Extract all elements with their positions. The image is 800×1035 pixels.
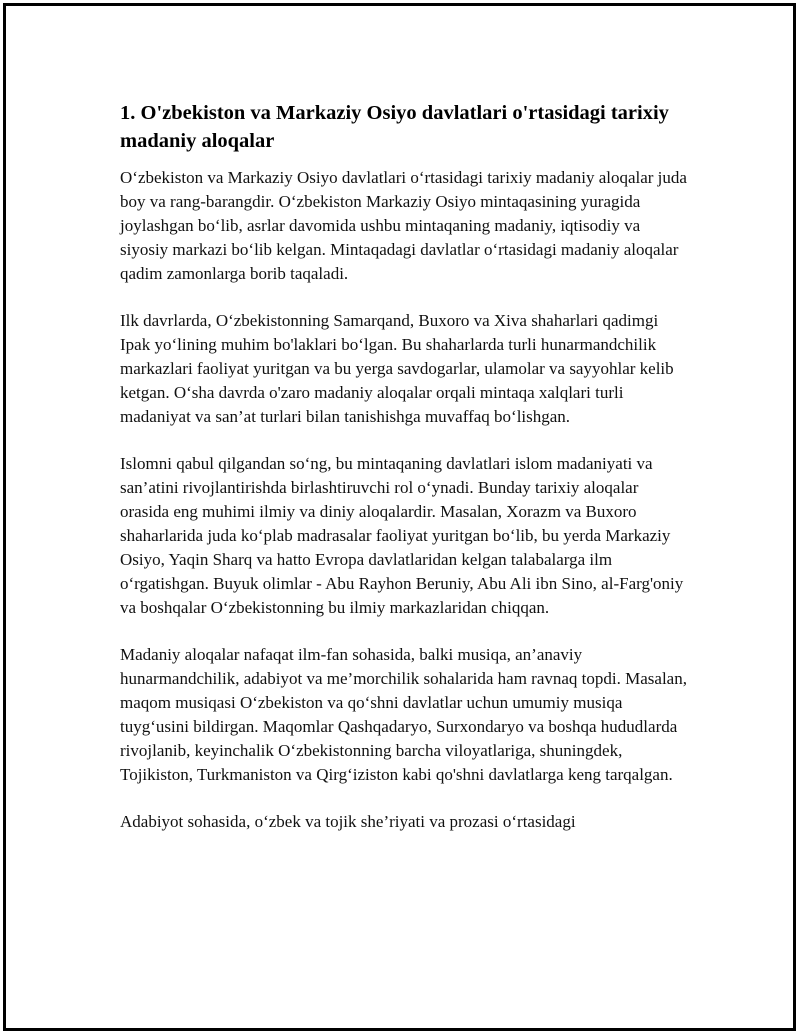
document-title: 1. O'zbekiston va Markaziy Osiyo davlatlari o'rtasidagi tarixiy madaniy aloqalar <box>120 102 669 152</box>
paragraph-3: Islomni qabul qilgandan so‘ng, bu mintaqaning davlatlari islom madaniyati va san’atini rivojlantirishda birlashtiruvchi rol o‘ynadi. Bunday tarixiy aloqalar orasida eng muhimi ilmiy va diniy aloqalardir. Masalan, Xorazm va Buxoro shaharlarida juda ko‘plab madrasalar faoliyat yuritgan bo‘lib, bu yerda Markaziy Osiyo, Yaqin Sharq va hatto Evropa davlatlaridan kelgan talabalarga ilm o‘rgatishgan. Buyuk olimlar - Abu Rayhon Beruniy, Abu Ali ibn Sino, al-Farg'oniy va boshqalar O‘zbekistonning bu ilmiy markazlaridan chiqqan. <box>120 454 684 617</box>
page-frame <box>3 3 796 1031</box>
document-body <box>120 99 690 857</box>
paragraph-1: O‘zbekiston va Markaziy Osiyo davlatlari o‘rtasidagi tarixiy madaniy aloqalar juda boy va rang-barangdir. O‘zbekiston Markaziy Osiyo mintaqasining yuragida joylashgan bo‘lib, asrlar davomida ushbu mintaqaning madaniy, iqtisodiy va siyosiy markazi bo‘lib kelgan. Mintaqadagi davlatlar o‘rtasidagi madaniy aloqalar qadim zamonlarga borib taqaladi. <box>120 168 687 283</box>
paragraph-5: Adabiyot sohasida, o‘zbek va tojik she’riyati va prozasi o‘rtasidagi <box>120 812 576 831</box>
paragraph-4: Madaniy aloqalar nafaqat ilm-fan sohasida, balki musiqa, an’anaviy hunarmandchilik, adabiyot va me’morchilik sohalarida ham ravnaq topdi. Masalan, maqom musiqasi O‘zbekiston va qo‘shni davlatlar uchun umumiy musiqa tuyg‘usini bildirgan. Maqomlar Qashqadaryo, Surxondaryo va boshqa hududlarda rivojlanib, keyinchalik O‘zbekistonning barcha viloyatlariga, shuningdek, Tojikiston, Turkmaniston va Qirg‘iziston kabi qo'shni davlatlarga keng tarqalgan. <box>120 645 687 784</box>
paragraph-2: Ilk davrlarda, O‘zbekistonning Samarqand, Buxoro va Xiva shaharlari qadimgi Ipak yo‘lining muhim bo'laklari bo‘lgan. Bu shaharlarda turli hunarmandchilik markazlari faoliyat yuritgan va bu yerga savdogarlar, ulamolar va sayyohlar kelib ketgan. O‘sha davrda o'zaro madaniy aloqalar orqali mintaqa xalqlari turli madaniyat va san’at turlari bilan tanishishga muvaffaq bo‘lishgan. <box>120 311 674 426</box>
